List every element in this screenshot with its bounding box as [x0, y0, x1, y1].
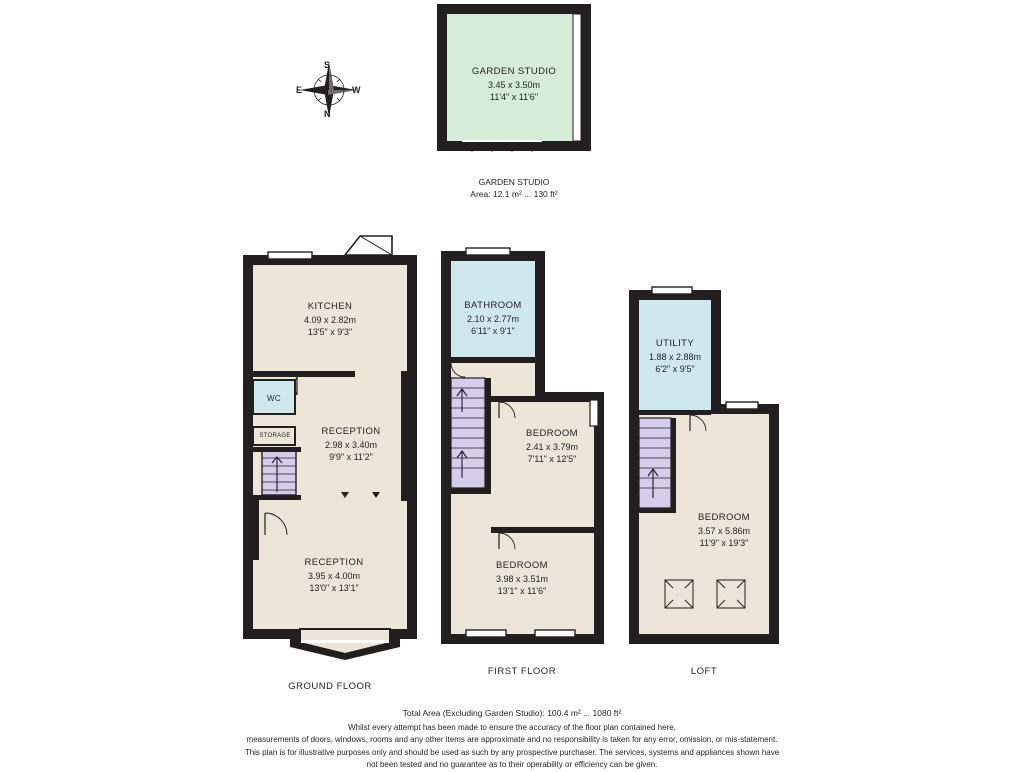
garden-studio-caption: [434, 176, 594, 201]
room-dim-imperial: 7'11" x 12'5": [527, 453, 577, 464]
garden-studio-caption-title: GARDEN STUDIO: [478, 177, 550, 187]
room-name: BEDROOM: [496, 560, 548, 571]
room-dim-metric: 4.09 x 2.82m: [303, 314, 357, 325]
room-dim-imperial: 13'5" x 9'3": [307, 326, 353, 337]
room-dim-metric: 3.98 x 3.51m: [495, 573, 549, 584]
room-name: BEDROOM: [526, 428, 578, 439]
room-dim-metric: 2.41 x 3.79m: [525, 441, 579, 452]
floor-title-ground: GROUND FLOOR: [288, 681, 372, 692]
disclaimer-line-3: This plan is for illustrative purposes only and should be used as such by any prospective purchaser. The services, systems and appliances shown have: [244, 747, 780, 757]
room-dim-metric: 3.95 x 4.00m: [307, 570, 361, 581]
room-label-wc: WC: [267, 394, 281, 403]
room-dim-metric: 3.57 x 5.86m: [697, 525, 751, 536]
room-dim-metric: 2.98 x 3.40m: [324, 439, 378, 450]
compass-label-south: N: [324, 109, 331, 119]
room-dim-imperial: 6'2" x 9'5": [655, 363, 695, 374]
compass-label-east: W: [352, 85, 361, 95]
loft-shape: [629, 287, 779, 644]
room-dim-imperial: 11'9" x 19'3": [699, 537, 749, 548]
room-name: RECEPTION: [321, 426, 381, 437]
room-dim-metric: 1.88 x 2.88m: [648, 351, 702, 362]
floor-title-first: FIRST FLOOR: [487, 666, 557, 677]
floor-title-loft: LOFT: [690, 666, 718, 677]
room-dim-metric: 3.45 x 3.50m: [487, 79, 541, 90]
room-label-storage: STORAGE: [259, 433, 291, 439]
room-dim-imperial: 6'11" x 9'1": [471, 325, 515, 336]
ground-floor-shape: [243, 236, 417, 660]
garden-studio-shape: [437, 4, 591, 151]
disclaimer-block: [0, 722, 1024, 772]
first-floor-shape: [441, 248, 604, 644]
room-name: GARDEN STUDIO: [471, 66, 557, 77]
room-dim-metric: 2.10 x 2.77m: [466, 313, 520, 324]
disclaimer-line-1: Whilst every attempt has been made to ensure the accuracy of the floor plan contained here,: [348, 723, 676, 732]
room-dim-imperial: 13'0" x 13'1": [309, 582, 359, 593]
compass-label-west: E: [296, 85, 303, 95]
room-name: BEDROOM: [698, 512, 750, 523]
disclaimer-line-4: not been tested and no guarantee as to their operability or efficiency can be given.: [366, 760, 658, 770]
room-name: KITCHEN: [307, 301, 353, 312]
garden-studio-caption-area: Area: 12.1 m² ... 130 ft²: [470, 189, 558, 200]
room-name: UTILITY: [655, 338, 695, 349]
room-name: RECEPTION: [304, 557, 364, 568]
room-dim-imperial: 13'1" x 11'6": [497, 585, 547, 596]
room-dim-imperial: 11'4" x 11'6": [489, 91, 539, 102]
disclaimer-line-2: measurements of doors, windows, rooms and any other items are approximate and no responsibility is taken for any error, omission, or mis-statement.: [246, 735, 778, 745]
compass-label-north: S: [324, 60, 331, 70]
room-dim-imperial: 9'9" x 11'2": [329, 451, 373, 462]
total-area-text: Total Area (Excluding Garden Studio): 100.4 m² ... 1080 ft²: [402, 708, 622, 718]
room-name: BATHROOM: [464, 300, 522, 311]
